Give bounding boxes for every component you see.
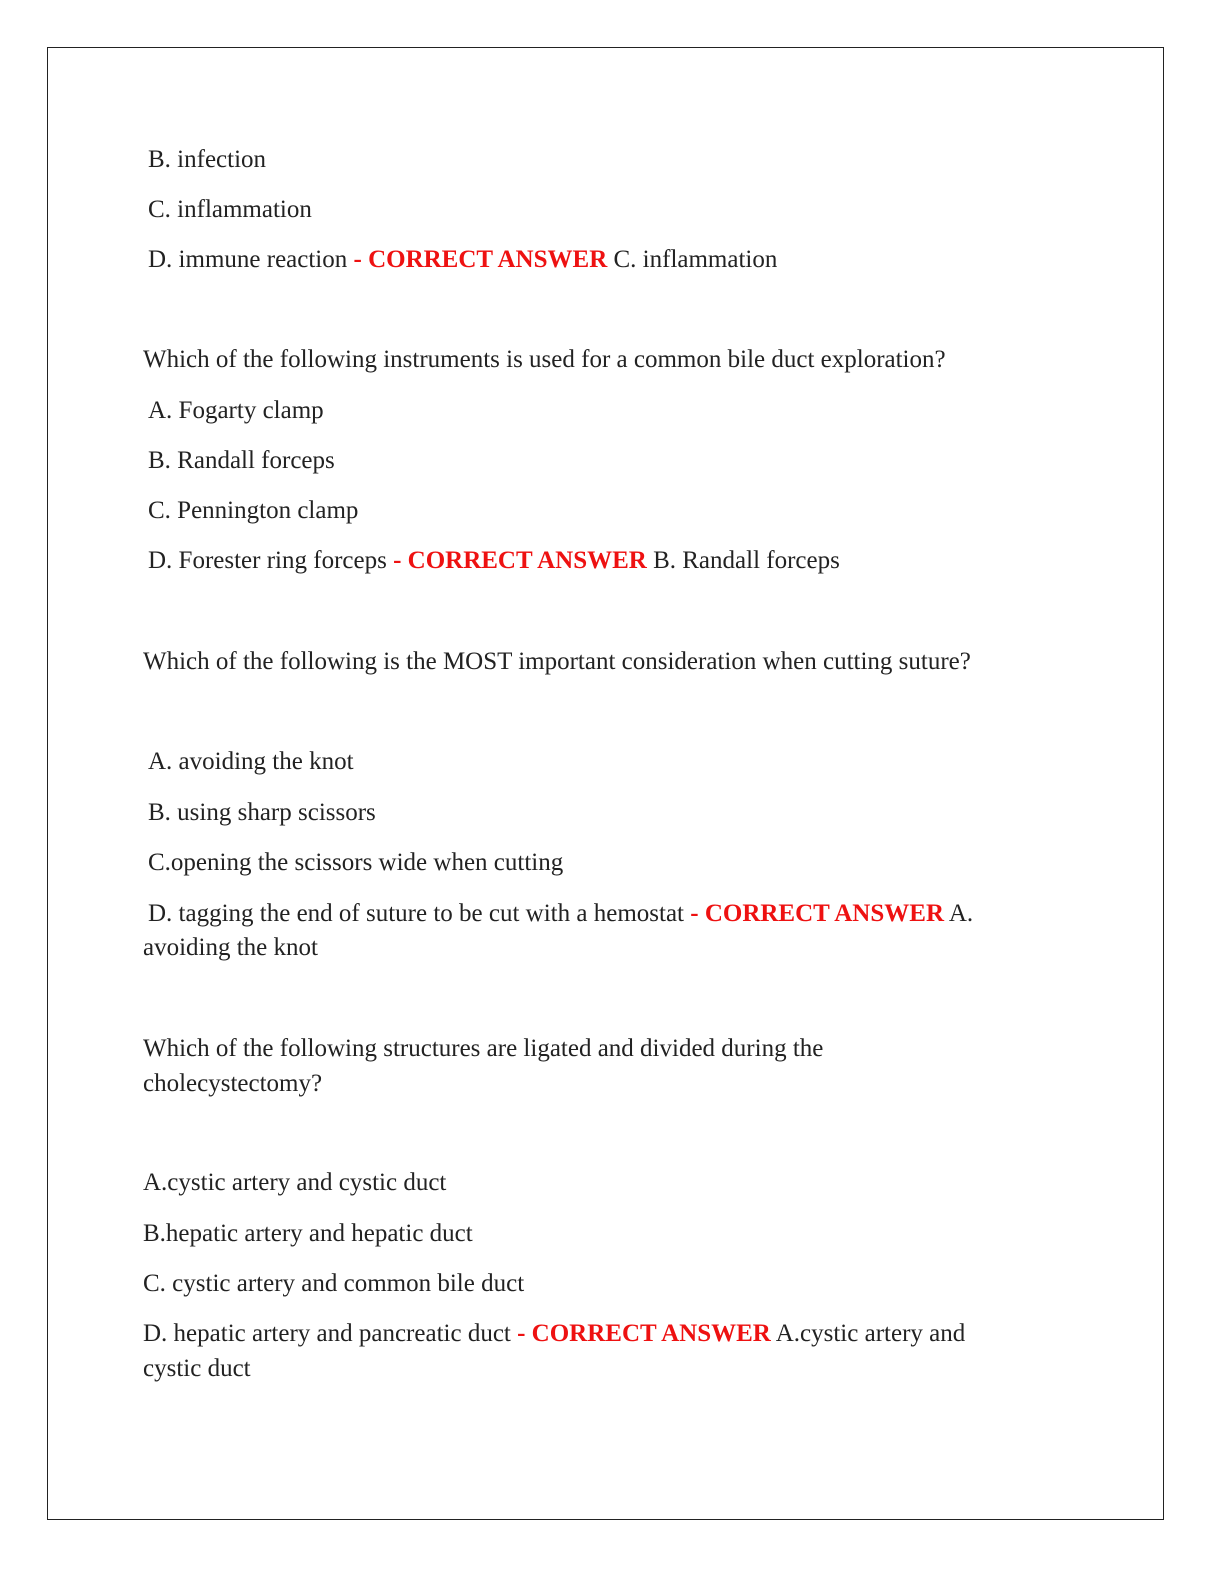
option-d-with-answer: [148, 242, 777, 277]
option-c: C. Pennington clamp: [148, 497, 359, 524]
correct-answer-marker: - CORRECT ANSWER: [393, 547, 647, 574]
option-d-with-answer: [148, 543, 840, 578]
answer-text: A.: [948, 900, 974, 927]
correct-answer-marker: - CORRECT ANSWER: [690, 900, 944, 927]
question-text: Which of the following structures are ligated and divided during the: [143, 1035, 824, 1062]
answer-continuation: avoiding the knot: [143, 934, 318, 961]
option-c: C. cystic artery and common bile duct: [143, 1270, 525, 1297]
option-a: A. avoiding the knot: [148, 748, 354, 775]
answer-text: B. Randall forceps: [653, 547, 840, 574]
option-text: D. immune reaction: [148, 246, 348, 273]
option-text: D. tagging the end of suture to be cut with a hemostat: [148, 900, 684, 927]
question-text-continuation: cholecystectomy?: [143, 1070, 323, 1097]
correct-answer-marker: - CORRECT ANSWER: [353, 246, 608, 273]
answer-text: A.cystic artery and: [775, 1320, 966, 1347]
question-text: Which of the following instruments is used for a common bile duct exploration?: [143, 346, 946, 373]
option-b: B. using sharp scissors: [148, 799, 376, 826]
option-text: D. Forester ring forceps: [148, 547, 387, 574]
option-c: C.opening the scissors wide when cutting: [148, 849, 564, 876]
option-b: B. infection: [148, 146, 267, 173]
option-c: C. inflammation: [148, 196, 312, 223]
answer-continuation: cystic duct: [143, 1355, 251, 1382]
option-d-with-answer: [148, 896, 973, 931]
answer-text: C. inflammation: [613, 246, 778, 273]
option-a: A. Fogarty clamp: [148, 397, 324, 424]
question-text: Which of the following is the MOST important consideration when cutting suture?: [143, 648, 971, 675]
option-b: B. Randall forceps: [148, 447, 335, 474]
option-b: B.hepatic artery and hepatic duct: [143, 1220, 473, 1247]
option-a: A.cystic artery and cystic duct: [143, 1169, 447, 1196]
option-text: D. hepatic artery and pancreatic duct: [143, 1320, 511, 1347]
correct-answer-marker: - CORRECT ANSWER: [517, 1320, 771, 1347]
option-d-with-answer: [143, 1316, 965, 1351]
